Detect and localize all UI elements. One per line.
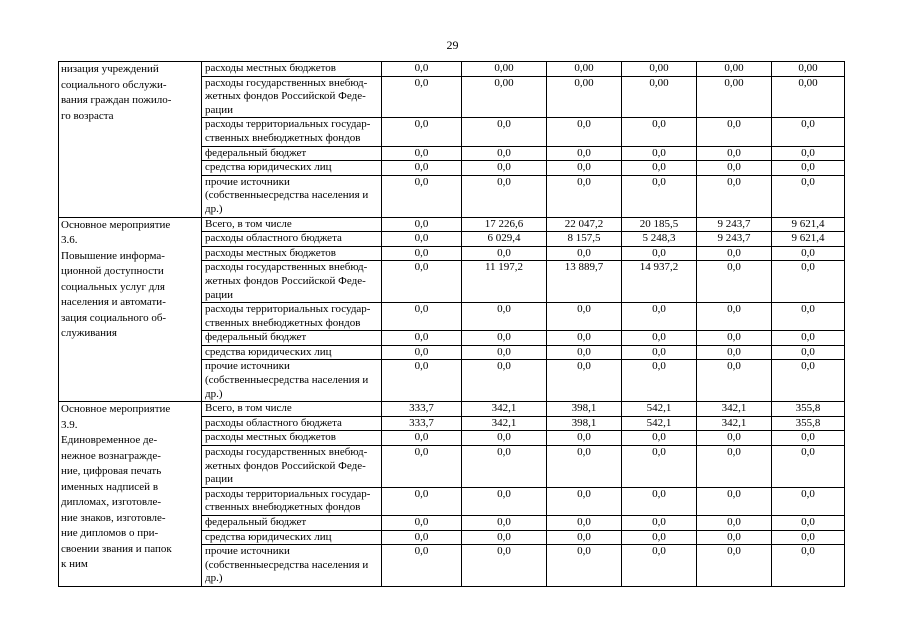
amount-cell: 0,0 bbox=[697, 431, 772, 446]
amount-cell: 0,00 bbox=[697, 76, 772, 118]
amount-cell: 0,0 bbox=[462, 246, 547, 261]
funding-source-cell: Всего, в том числе bbox=[202, 217, 382, 232]
amount-cell: 0,0 bbox=[382, 118, 462, 146]
amount-cell: 0,0 bbox=[462, 431, 547, 446]
amount-cell: 0,00 bbox=[462, 76, 547, 118]
funding-source-cell: средства юридических лиц bbox=[202, 530, 382, 545]
amount-cell: 0,0 bbox=[697, 118, 772, 146]
amount-cell: 398,1 bbox=[547, 416, 622, 431]
funding-source-cell: расходы областного бюджета bbox=[202, 416, 382, 431]
amount-cell: 0,0 bbox=[462, 360, 547, 402]
amount-cell: 0,0 bbox=[697, 331, 772, 346]
amount-cell: 0,0 bbox=[462, 146, 547, 161]
activity-name-cell: низация учреждений социального обслужи- вания граждан пожило- го возраста bbox=[59, 62, 202, 218]
amount-cell: 0,0 bbox=[382, 146, 462, 161]
funding-source-cell: расходы территориальных государ-ственных внебюджетных фондов bbox=[202, 118, 382, 146]
amount-cell: 0,0 bbox=[622, 246, 697, 261]
amount-cell: 0,00 bbox=[622, 76, 697, 118]
amount-cell: 0,0 bbox=[462, 545, 547, 587]
amount-cell: 0,0 bbox=[547, 446, 622, 488]
amount-cell: 0,0 bbox=[622, 331, 697, 346]
amount-cell: 0,0 bbox=[382, 446, 462, 488]
amount-cell: 0,0 bbox=[622, 360, 697, 402]
amount-cell: 0,0 bbox=[382, 217, 462, 232]
funding-source-cell: прочие источники (собственныесредства населения и др.) bbox=[202, 175, 382, 217]
amount-cell: 0,0 bbox=[547, 246, 622, 261]
amount-cell: 13 889,7 bbox=[547, 261, 622, 303]
amount-cell: 9 243,7 bbox=[697, 217, 772, 232]
amount-cell: 0,0 bbox=[772, 118, 845, 146]
amount-cell: 11 197,2 bbox=[462, 261, 547, 303]
amount-cell: 9 243,7 bbox=[697, 232, 772, 247]
amount-cell: 0,0 bbox=[547, 331, 622, 346]
amount-cell: 5 248,3 bbox=[622, 232, 697, 247]
amount-cell: 6 029,4 bbox=[462, 232, 547, 247]
amount-cell: 0,0 bbox=[382, 487, 462, 515]
funding-source-cell: средства юридических лиц bbox=[202, 161, 382, 176]
amount-cell: 0,0 bbox=[622, 345, 697, 360]
amount-cell: 0,0 bbox=[772, 545, 845, 587]
amount-cell: 0,0 bbox=[382, 303, 462, 331]
amount-cell: 9 621,4 bbox=[772, 217, 845, 232]
amount-cell: 0,0 bbox=[697, 146, 772, 161]
amount-cell: 0,00 bbox=[462, 62, 547, 77]
amount-cell: 0,0 bbox=[382, 62, 462, 77]
table-row bbox=[59, 217, 845, 232]
amount-cell: 0,0 bbox=[462, 530, 547, 545]
amount-cell: 0,0 bbox=[697, 446, 772, 488]
amount-cell: 0,0 bbox=[382, 232, 462, 247]
amount-cell: 0,0 bbox=[462, 331, 547, 346]
amount-cell: 22 047,2 bbox=[547, 217, 622, 232]
amount-cell: 0,0 bbox=[462, 118, 547, 146]
table-row bbox=[59, 62, 845, 77]
amount-cell: 0,0 bbox=[462, 345, 547, 360]
funding-source-cell: расходы местных бюджетов bbox=[202, 431, 382, 446]
funding-source-cell: расходы областного бюджета bbox=[202, 232, 382, 247]
amount-cell: 0,0 bbox=[547, 118, 622, 146]
amount-cell: 0,0 bbox=[382, 246, 462, 261]
amount-cell: 0,0 bbox=[382, 431, 462, 446]
amount-cell: 542,1 bbox=[622, 416, 697, 431]
amount-cell: 0,0 bbox=[697, 345, 772, 360]
amount-cell: 0,0 bbox=[772, 345, 845, 360]
funding-source-cell: федеральный бюджет bbox=[202, 516, 382, 531]
funding-source-cell: федеральный бюджет bbox=[202, 146, 382, 161]
amount-cell: 0,0 bbox=[772, 446, 845, 488]
amount-cell: 0,0 bbox=[462, 487, 547, 515]
amount-cell: 0,0 bbox=[622, 516, 697, 531]
amount-cell: 0,0 bbox=[547, 161, 622, 176]
amount-cell: 0,0 bbox=[382, 516, 462, 531]
amount-cell: 0,0 bbox=[547, 175, 622, 217]
amount-cell: 0,0 bbox=[462, 303, 547, 331]
amount-cell: 0,0 bbox=[462, 516, 547, 531]
funding-table bbox=[58, 61, 845, 587]
amount-cell: 355,8 bbox=[772, 416, 845, 431]
amount-cell: 0,0 bbox=[622, 175, 697, 217]
amount-cell: 342,1 bbox=[462, 416, 547, 431]
amount-cell: 342,1 bbox=[462, 402, 547, 417]
amount-cell: 0,0 bbox=[697, 530, 772, 545]
amount-cell: 17 226,6 bbox=[462, 217, 547, 232]
funding-source-cell: средства юридических лиц bbox=[202, 345, 382, 360]
amount-cell: 0,0 bbox=[547, 516, 622, 531]
amount-cell: 0,0 bbox=[697, 303, 772, 331]
funding-source-cell: расходы местных бюджетов bbox=[202, 246, 382, 261]
amount-cell: 0,0 bbox=[697, 261, 772, 303]
amount-cell: 0,00 bbox=[547, 76, 622, 118]
amount-cell: 0,0 bbox=[622, 431, 697, 446]
amount-cell: 0,0 bbox=[462, 446, 547, 488]
amount-cell: 0,0 bbox=[772, 261, 845, 303]
amount-cell: 0,0 bbox=[547, 303, 622, 331]
amount-cell: 0,0 bbox=[622, 303, 697, 331]
amount-cell: 0,0 bbox=[697, 360, 772, 402]
table-row bbox=[59, 402, 845, 417]
amount-cell: 0,0 bbox=[697, 246, 772, 261]
amount-cell: 0,0 bbox=[382, 261, 462, 303]
amount-cell: 0,0 bbox=[697, 487, 772, 515]
amount-cell: 0,0 bbox=[772, 175, 845, 217]
amount-cell: 355,8 bbox=[772, 402, 845, 417]
activity-name-cell: Основное мероприятие 3.9. Единовременное де- нежное вознагражде- ние, цифровая печать именных надписей в дипломах, изготовле- ние знаков, изготовле- ние дипломов о при- своении звания и папок к ним bbox=[59, 402, 202, 587]
activity-name-cell: Основное мероприятие 3.6. Повышение информа- ционной доступности социальных услуг для населения и автомати- зация социального об- служивания bbox=[59, 217, 202, 402]
amount-cell: 0,0 bbox=[772, 530, 845, 545]
amount-cell: 0,00 bbox=[547, 62, 622, 77]
amount-cell: 0,0 bbox=[382, 530, 462, 545]
page-number: 29 bbox=[446, 38, 459, 52]
amount-cell: 0,00 bbox=[772, 62, 845, 77]
amount-cell: 0,0 bbox=[547, 360, 622, 402]
amount-cell: 0,0 bbox=[382, 76, 462, 118]
amount-cell: 9 621,4 bbox=[772, 232, 845, 247]
funding-source-cell: прочие источники (собственныесредства населения и др.) bbox=[202, 545, 382, 587]
amount-cell: 0,0 bbox=[622, 146, 697, 161]
amount-cell: 398,1 bbox=[547, 402, 622, 417]
amount-cell: 0,0 bbox=[382, 175, 462, 217]
amount-cell: 0,0 bbox=[772, 161, 845, 176]
amount-cell: 0,0 bbox=[772, 487, 845, 515]
amount-cell: 333,7 bbox=[382, 402, 462, 417]
amount-cell: 0,0 bbox=[772, 303, 845, 331]
amount-cell: 333,7 bbox=[382, 416, 462, 431]
amount-cell: 542,1 bbox=[622, 402, 697, 417]
funding-source-cell: Всего, в том числе bbox=[202, 402, 382, 417]
amount-cell: 342,1 bbox=[697, 402, 772, 417]
funding-source-cell: расходы местных бюджетов bbox=[202, 62, 382, 77]
amount-cell: 0,0 bbox=[622, 530, 697, 545]
amount-cell: 0,0 bbox=[622, 487, 697, 515]
amount-cell: 0,0 bbox=[382, 360, 462, 402]
funding-source-cell: федеральный бюджет bbox=[202, 331, 382, 346]
amount-cell: 0,0 bbox=[547, 431, 622, 446]
amount-cell: 0,0 bbox=[772, 331, 845, 346]
amount-cell: 0,0 bbox=[772, 516, 845, 531]
funding-source-cell: расходы государственных внебюд-жетных фондов Российской Феде-рации bbox=[202, 446, 382, 488]
amount-cell: 0,0 bbox=[772, 246, 845, 261]
amount-cell: 8 157,5 bbox=[547, 232, 622, 247]
amount-cell: 0,0 bbox=[622, 118, 697, 146]
amount-cell: 0,0 bbox=[697, 545, 772, 587]
amount-cell: 20 185,5 bbox=[622, 217, 697, 232]
funding-source-cell: расходы государственных внебюд-жетных фондов Российской Феде-рации bbox=[202, 76, 382, 118]
amount-cell: 0,00 bbox=[697, 62, 772, 77]
amount-cell: 0,0 bbox=[547, 530, 622, 545]
amount-cell: 0,0 bbox=[547, 146, 622, 161]
amount-cell: 0,0 bbox=[382, 345, 462, 360]
amount-cell: 0,0 bbox=[462, 175, 547, 217]
amount-cell: 0,00 bbox=[622, 62, 697, 77]
amount-cell: 0,0 bbox=[697, 161, 772, 176]
amount-cell: 0,0 bbox=[622, 545, 697, 587]
funding-source-cell: расходы территориальных государ-ственных внебюджетных фондов bbox=[202, 487, 382, 515]
amount-cell: 0,0 bbox=[772, 431, 845, 446]
amount-cell: 0,0 bbox=[622, 446, 697, 488]
amount-cell: 0,00 bbox=[772, 76, 845, 118]
amount-cell: 0,0 bbox=[772, 146, 845, 161]
amount-cell: 0,0 bbox=[382, 545, 462, 587]
amount-cell: 0,0 bbox=[382, 161, 462, 176]
amount-cell: 0,0 bbox=[697, 516, 772, 531]
funding-source-cell: расходы территориальных государ-ственных внебюджетных фондов bbox=[202, 303, 382, 331]
amount-cell: 0,0 bbox=[547, 345, 622, 360]
amount-cell: 0,0 bbox=[697, 175, 772, 217]
amount-cell: 342,1 bbox=[697, 416, 772, 431]
amount-cell: 0,0 bbox=[622, 161, 697, 176]
amount-cell: 14 937,2 bbox=[622, 261, 697, 303]
funding-source-cell: расходы государственных внебюд-жетных фондов Российской Феде-рации bbox=[202, 261, 382, 303]
amount-cell: 0,0 bbox=[382, 331, 462, 346]
amount-cell: 0,0 bbox=[772, 360, 845, 402]
amount-cell: 0,0 bbox=[547, 545, 622, 587]
funding-source-cell: прочие источники (собственныесредства населения и др.) bbox=[202, 360, 382, 402]
amount-cell: 0,0 bbox=[547, 487, 622, 515]
amount-cell: 0,0 bbox=[462, 161, 547, 176]
